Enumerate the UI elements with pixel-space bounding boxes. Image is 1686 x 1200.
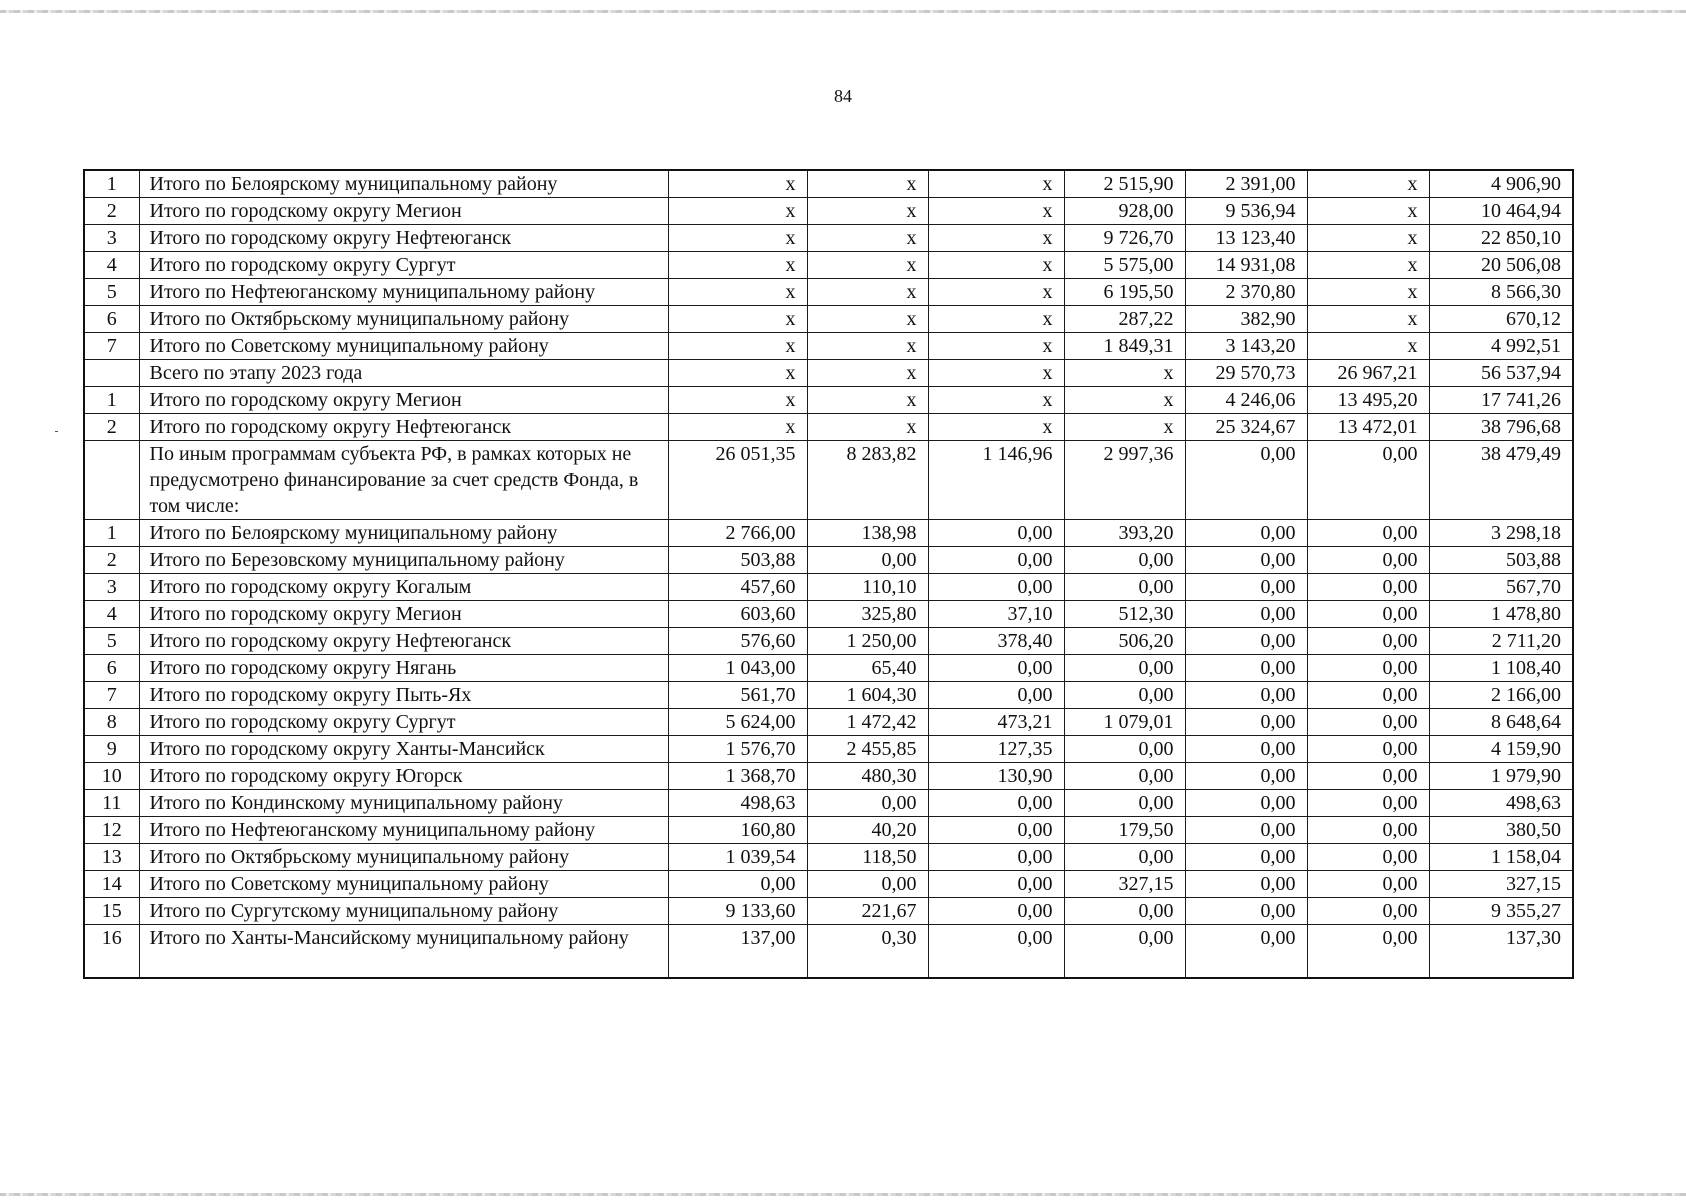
value-col-5-cell: 0,00 [1185, 655, 1307, 682]
row-number-cell [84, 360, 139, 387]
value-col-1-cell: x [668, 333, 807, 360]
value-col-5-cell: 3 143,20 [1185, 333, 1307, 360]
value-col-5-cell: 9 536,94 [1185, 198, 1307, 225]
table-row [84, 170, 1573, 198]
row-number-cell: 8 [84, 709, 139, 736]
row-name-cell: Итого по Кондинскому муниципальному району [139, 790, 668, 817]
value-col-1-cell: 576,60 [668, 628, 807, 655]
value-col-6-cell: 0,00 [1307, 574, 1429, 601]
row-name-cell: Итого по городскому округу Нефтеюганск [139, 628, 668, 655]
table-row [84, 628, 1573, 655]
row-name-cell: Итого по городскому округу Нягань [139, 655, 668, 682]
value-col-3-cell: x [928, 387, 1064, 414]
row-number-cell: 7 [84, 682, 139, 709]
total-col-cell: 1 158,04 [1429, 844, 1573, 871]
row-number-cell: 14 [84, 871, 139, 898]
value-col-1-cell: 603,60 [668, 601, 807, 628]
scan-edge-top [0, 10, 1686, 13]
row-number-cell: 9 [84, 736, 139, 763]
total-col-cell: 8 648,64 [1429, 709, 1573, 736]
value-col-5-cell: 4 246,06 [1185, 387, 1307, 414]
value-col-3-cell: x [928, 252, 1064, 279]
value-col-1-cell: 9 133,60 [668, 898, 807, 925]
value-col-2-cell: x [807, 279, 928, 306]
total-col-cell: 10 464,94 [1429, 198, 1573, 225]
row-name-cell: Итого по Советскому муниципальному району [139, 333, 668, 360]
row-number-cell: 3 [84, 225, 139, 252]
value-col-4-cell: 287,22 [1064, 306, 1185, 333]
row-name-cell: Итого по Нефтеюганскому муниципальному району [139, 279, 668, 306]
row-number-cell: 7 [84, 333, 139, 360]
value-col-6-cell: x [1307, 306, 1429, 333]
value-col-6-cell: 0,00 [1307, 709, 1429, 736]
row-name-cell: Итого по городскому округу Когалым [139, 574, 668, 601]
value-col-6-cell: 0,00 [1307, 763, 1429, 790]
total-col-cell: 38 796,68 [1429, 414, 1573, 441]
value-col-3-cell: 127,35 [928, 736, 1064, 763]
table-row [84, 655, 1573, 682]
value-col-6-cell: 0,00 [1307, 682, 1429, 709]
value-col-5-cell: 14 931,08 [1185, 252, 1307, 279]
value-col-5-cell: 0,00 [1185, 441, 1307, 520]
value-col-2-cell: 118,50 [807, 844, 928, 871]
value-col-3-cell: 0,00 [928, 520, 1064, 547]
row-number-cell: 13 [84, 844, 139, 871]
value-col-4-cell: 393,20 [1064, 520, 1185, 547]
value-col-5-cell: 0,00 [1185, 817, 1307, 844]
row-number-cell: 4 [84, 601, 139, 628]
value-col-2-cell: 325,80 [807, 601, 928, 628]
total-col-cell: 20 506,08 [1429, 252, 1573, 279]
row-name-cell: Итого по Нефтеюганскому муниципальному району [139, 817, 668, 844]
value-col-6-cell: 0,00 [1307, 601, 1429, 628]
value-col-5-cell: 0,00 [1185, 547, 1307, 574]
value-col-3-cell: 473,21 [928, 709, 1064, 736]
value-col-5-cell: 382,90 [1185, 306, 1307, 333]
value-col-5-cell: 2 391,00 [1185, 170, 1307, 198]
value-col-6-cell: x [1307, 333, 1429, 360]
value-col-2-cell: x [807, 387, 928, 414]
value-col-2-cell: 480,30 [807, 763, 928, 790]
value-col-2-cell: 8 283,82 [807, 441, 928, 520]
scan-speck [55, 431, 58, 432]
row-name-cell: Итого по городскому округу Сургут [139, 252, 668, 279]
row-number-cell: 2 [84, 547, 139, 574]
table-row [84, 790, 1573, 817]
total-col-cell: 22 850,10 [1429, 225, 1573, 252]
table-row [84, 709, 1573, 736]
row-number-cell: 10 [84, 763, 139, 790]
value-col-4-cell: 1 079,01 [1064, 709, 1185, 736]
value-col-1-cell: x [668, 225, 807, 252]
row-name-cell: Итого по городскому округу Мегион [139, 387, 668, 414]
table-row [84, 871, 1573, 898]
data-table [83, 169, 1574, 979]
value-col-6-cell: x [1307, 279, 1429, 306]
value-col-2-cell: x [807, 306, 928, 333]
value-col-5-cell: 0,00 [1185, 736, 1307, 763]
table-row [84, 306, 1573, 333]
value-col-5-cell: 0,00 [1185, 601, 1307, 628]
value-col-5-cell: 0,00 [1185, 844, 1307, 871]
table-row [84, 574, 1573, 601]
table-row [84, 333, 1573, 360]
value-col-4-cell: 0,00 [1064, 844, 1185, 871]
value-col-4-cell: 0,00 [1064, 790, 1185, 817]
value-col-2-cell: 0,00 [807, 790, 928, 817]
total-col-cell: 38 479,49 [1429, 441, 1573, 520]
value-col-1-cell: 1 039,54 [668, 844, 807, 871]
value-col-2-cell: x [807, 225, 928, 252]
value-col-5-cell: 0,00 [1185, 682, 1307, 709]
value-col-3-cell: 1 146,96 [928, 441, 1064, 520]
value-col-1-cell: x [668, 252, 807, 279]
table-row [84, 601, 1573, 628]
total-col-cell: 567,70 [1429, 574, 1573, 601]
value-col-6-cell: 0,00 [1307, 844, 1429, 871]
value-col-2-cell: 138,98 [807, 520, 928, 547]
value-col-2-cell: x [807, 170, 928, 198]
row-number-cell [84, 441, 139, 520]
table-row [84, 520, 1573, 547]
value-col-4-cell: 179,50 [1064, 817, 1185, 844]
value-col-6-cell: 0,00 [1307, 655, 1429, 682]
value-col-2-cell: x [807, 252, 928, 279]
value-col-4-cell: 0,00 [1064, 763, 1185, 790]
value-col-3-cell: x [928, 198, 1064, 225]
value-col-3-cell: 0,00 [928, 871, 1064, 898]
row-number-cell: 1 [84, 170, 139, 198]
value-col-4-cell: 0,00 [1064, 682, 1185, 709]
row-name-cell: Итого по Советскому муниципальному району [139, 871, 668, 898]
value-col-3-cell: x [928, 360, 1064, 387]
value-col-6-cell: 0,00 [1307, 898, 1429, 925]
value-col-4-cell: 6 195,50 [1064, 279, 1185, 306]
table-row [84, 682, 1573, 709]
total-col-cell: 56 537,94 [1429, 360, 1573, 387]
row-name-cell: Всего по этапу 2023 года [139, 360, 668, 387]
row-number-cell: 16 [84, 925, 139, 979]
value-col-4-cell: 2 997,36 [1064, 441, 1185, 520]
row-number-cell: 2 [84, 198, 139, 225]
value-col-1-cell: 0,00 [668, 871, 807, 898]
value-col-6-cell: 0,00 [1307, 871, 1429, 898]
value-col-1-cell: x [668, 387, 807, 414]
value-col-3-cell: 130,90 [928, 763, 1064, 790]
row-name-cell: Итого по Белоярскому муниципальному району [139, 520, 668, 547]
value-col-1-cell: 137,00 [668, 925, 807, 979]
row-name-cell: Итого по Ханты-Мансийскому муниципальному району [139, 925, 668, 979]
value-col-2-cell: 40,20 [807, 817, 928, 844]
value-col-5-cell: 13 123,40 [1185, 225, 1307, 252]
row-name-cell: Итого по Октябрьскому муниципальному району [139, 306, 668, 333]
row-number-cell: 12 [84, 817, 139, 844]
total-col-cell: 1 108,40 [1429, 655, 1573, 682]
value-col-2-cell: 0,00 [807, 547, 928, 574]
value-col-6-cell: 0,00 [1307, 520, 1429, 547]
value-col-4-cell: 512,30 [1064, 601, 1185, 628]
value-col-5-cell: 0,00 [1185, 628, 1307, 655]
value-col-5-cell: 0,00 [1185, 898, 1307, 925]
value-col-4-cell: 0,00 [1064, 574, 1185, 601]
value-col-1-cell: 2 766,00 [668, 520, 807, 547]
value-col-5-cell: 0,00 [1185, 709, 1307, 736]
value-col-1-cell: 160,80 [668, 817, 807, 844]
total-col-cell: 503,88 [1429, 547, 1573, 574]
value-col-5-cell: 2 370,80 [1185, 279, 1307, 306]
value-col-4-cell: 2 515,90 [1064, 170, 1185, 198]
value-col-6-cell: 0,00 [1307, 628, 1429, 655]
row-name-cell: Итого по Октябрьскому муниципальному району [139, 844, 668, 871]
value-col-1-cell: x [668, 360, 807, 387]
value-col-2-cell: 110,10 [807, 574, 928, 601]
value-col-4-cell: 0,00 [1064, 736, 1185, 763]
total-col-cell: 1 979,90 [1429, 763, 1573, 790]
total-col-cell: 17 741,26 [1429, 387, 1573, 414]
value-col-6-cell: 0,00 [1307, 790, 1429, 817]
value-col-4-cell: x [1064, 387, 1185, 414]
value-col-1-cell: 561,70 [668, 682, 807, 709]
table-body [84, 170, 1573, 978]
value-col-4-cell: 0,00 [1064, 925, 1185, 979]
value-col-3-cell: 37,10 [928, 601, 1064, 628]
value-col-2-cell: 221,67 [807, 898, 928, 925]
page-number: 84 [834, 86, 852, 106]
table-row [84, 198, 1573, 225]
value-col-6-cell: 0,00 [1307, 736, 1429, 763]
value-col-5-cell: 0,00 [1185, 790, 1307, 817]
row-name-cell: Итого по городскому округу Мегион [139, 198, 668, 225]
value-col-1-cell: 1 043,00 [668, 655, 807, 682]
row-name-cell: Итого по городскому округу Пыть-Ях [139, 682, 668, 709]
row-name-cell: Итого по Белоярскому муниципальному району [139, 170, 668, 198]
table-row [84, 898, 1573, 925]
table-row [84, 252, 1573, 279]
value-col-6-cell: 0,00 [1307, 547, 1429, 574]
total-col-cell: 137,30 [1429, 925, 1573, 979]
value-col-3-cell: x [928, 414, 1064, 441]
scan-edge-bottom [0, 1193, 1686, 1196]
value-col-1-cell: 26 051,35 [668, 441, 807, 520]
row-name-cell: Итого по городскому округу Нефтеюганск [139, 225, 668, 252]
value-col-2-cell: x [807, 198, 928, 225]
value-col-6-cell: 26 967,21 [1307, 360, 1429, 387]
value-col-4-cell: 9 726,70 [1064, 225, 1185, 252]
value-col-4-cell: x [1064, 360, 1185, 387]
value-col-1-cell: 1 576,70 [668, 736, 807, 763]
table-row [84, 844, 1573, 871]
value-col-2-cell: 65,40 [807, 655, 928, 682]
value-col-3-cell: 0,00 [928, 547, 1064, 574]
value-col-5-cell: 25 324,67 [1185, 414, 1307, 441]
row-number-cell: 6 [84, 655, 139, 682]
value-col-2-cell: x [807, 360, 928, 387]
value-col-3-cell: 0,00 [928, 925, 1064, 979]
table-row [84, 441, 1573, 520]
value-col-1-cell: x [668, 306, 807, 333]
row-number-cell: 5 [84, 628, 139, 655]
value-col-1-cell: x [668, 414, 807, 441]
value-col-3-cell: 0,00 [928, 898, 1064, 925]
value-col-5-cell: 0,00 [1185, 925, 1307, 979]
value-col-2-cell: 1 472,42 [807, 709, 928, 736]
value-col-1-cell: 5 624,00 [668, 709, 807, 736]
value-col-5-cell: 29 570,73 [1185, 360, 1307, 387]
value-col-1-cell: 503,88 [668, 547, 807, 574]
total-col-cell: 4 159,90 [1429, 736, 1573, 763]
total-col-cell: 1 478,80 [1429, 601, 1573, 628]
value-col-2-cell: 1 604,30 [807, 682, 928, 709]
value-col-3-cell: 0,00 [928, 817, 1064, 844]
value-col-6-cell: x [1307, 170, 1429, 198]
value-col-4-cell: 327,15 [1064, 871, 1185, 898]
value-col-5-cell: 0,00 [1185, 871, 1307, 898]
value-col-2-cell: 2 455,85 [807, 736, 928, 763]
row-name-cell: Итого по городскому округу Нефтеюганск [139, 414, 668, 441]
row-name-cell: Итого по городскому округу Ханты-Мансийск [139, 736, 668, 763]
value-col-1-cell: x [668, 279, 807, 306]
total-col-cell: 4 906,90 [1429, 170, 1573, 198]
value-col-3-cell: 0,00 [928, 574, 1064, 601]
table-row [84, 817, 1573, 844]
value-col-6-cell: 13 472,01 [1307, 414, 1429, 441]
value-col-3-cell: 0,00 [928, 844, 1064, 871]
total-col-cell: 8 566,30 [1429, 279, 1573, 306]
row-number-cell: 4 [84, 252, 139, 279]
value-col-3-cell: 0,00 [928, 655, 1064, 682]
total-col-cell: 498,63 [1429, 790, 1573, 817]
total-col-cell: 4 992,51 [1429, 333, 1573, 360]
table-row [84, 279, 1573, 306]
value-col-2-cell: x [807, 333, 928, 360]
value-col-2-cell: 0,30 [807, 925, 928, 979]
table-row [84, 414, 1573, 441]
total-col-cell: 9 355,27 [1429, 898, 1573, 925]
total-col-cell: 327,15 [1429, 871, 1573, 898]
row-number-cell: 3 [84, 574, 139, 601]
value-col-3-cell: x [928, 170, 1064, 198]
value-col-3-cell: x [928, 225, 1064, 252]
table-row [84, 763, 1573, 790]
value-col-5-cell: 0,00 [1185, 520, 1307, 547]
value-col-5-cell: 0,00 [1185, 763, 1307, 790]
value-col-6-cell: x [1307, 225, 1429, 252]
row-name-cell: Итого по городскому округу Сургут [139, 709, 668, 736]
value-col-1-cell: 1 368,70 [668, 763, 807, 790]
row-name-cell: Итого по городскому округу Мегион [139, 601, 668, 628]
value-col-6-cell: 0,00 [1307, 441, 1429, 520]
value-col-4-cell: 0,00 [1064, 898, 1185, 925]
table-row [84, 360, 1573, 387]
value-col-1-cell: x [668, 170, 807, 198]
value-col-3-cell: 0,00 [928, 682, 1064, 709]
value-col-4-cell: 0,00 [1064, 547, 1185, 574]
value-col-3-cell: 0,00 [928, 790, 1064, 817]
value-col-4-cell: x [1064, 414, 1185, 441]
table-row [84, 736, 1573, 763]
table-row [84, 925, 1573, 979]
value-col-6-cell: x [1307, 252, 1429, 279]
total-col-cell: 380,50 [1429, 817, 1573, 844]
table-row [84, 225, 1573, 252]
value-col-4-cell: 928,00 [1064, 198, 1185, 225]
value-col-4-cell: 1 849,31 [1064, 333, 1185, 360]
value-col-3-cell: x [928, 306, 1064, 333]
row-number-cell: 2 [84, 414, 139, 441]
value-col-1-cell: 457,60 [668, 574, 807, 601]
row-number-cell: 1 [84, 520, 139, 547]
row-name-cell: Итого по Сургутскому муниципальному району [139, 898, 668, 925]
value-col-2-cell: 0,00 [807, 871, 928, 898]
value-col-4-cell: 5 575,00 [1064, 252, 1185, 279]
value-col-3-cell: x [928, 279, 1064, 306]
value-col-5-cell: 0,00 [1185, 574, 1307, 601]
value-col-6-cell: 13 495,20 [1307, 387, 1429, 414]
value-col-6-cell: x [1307, 198, 1429, 225]
table-row [84, 387, 1573, 414]
value-col-1-cell: 498,63 [668, 790, 807, 817]
total-col-cell: 670,12 [1429, 306, 1573, 333]
row-name-cell: По иным программам субъекта РФ, в рамках которых не предусмотрено финансирование за счет средств Фонда, в том числе: [139, 441, 668, 520]
row-name-cell: Итого по городскому округу Югорск [139, 763, 668, 790]
row-number-cell: 11 [84, 790, 139, 817]
value-col-2-cell: x [807, 414, 928, 441]
table-row [84, 547, 1573, 574]
value-col-6-cell: 0,00 [1307, 817, 1429, 844]
row-number-cell: 6 [84, 306, 139, 333]
total-col-cell: 2 711,20 [1429, 628, 1573, 655]
row-number-cell: 15 [84, 898, 139, 925]
value-col-6-cell: 0,00 [1307, 925, 1429, 979]
value-col-3-cell: x [928, 333, 1064, 360]
row-number-cell: 5 [84, 279, 139, 306]
total-col-cell: 2 166,00 [1429, 682, 1573, 709]
value-col-4-cell: 506,20 [1064, 628, 1185, 655]
row-name-cell: Итого по Березовскому муниципальному району [139, 547, 668, 574]
total-col-cell: 3 298,18 [1429, 520, 1573, 547]
value-col-2-cell: 1 250,00 [807, 628, 928, 655]
value-col-1-cell: x [668, 198, 807, 225]
value-col-3-cell: 378,40 [928, 628, 1064, 655]
row-number-cell: 1 [84, 387, 139, 414]
value-col-4-cell: 0,00 [1064, 655, 1185, 682]
